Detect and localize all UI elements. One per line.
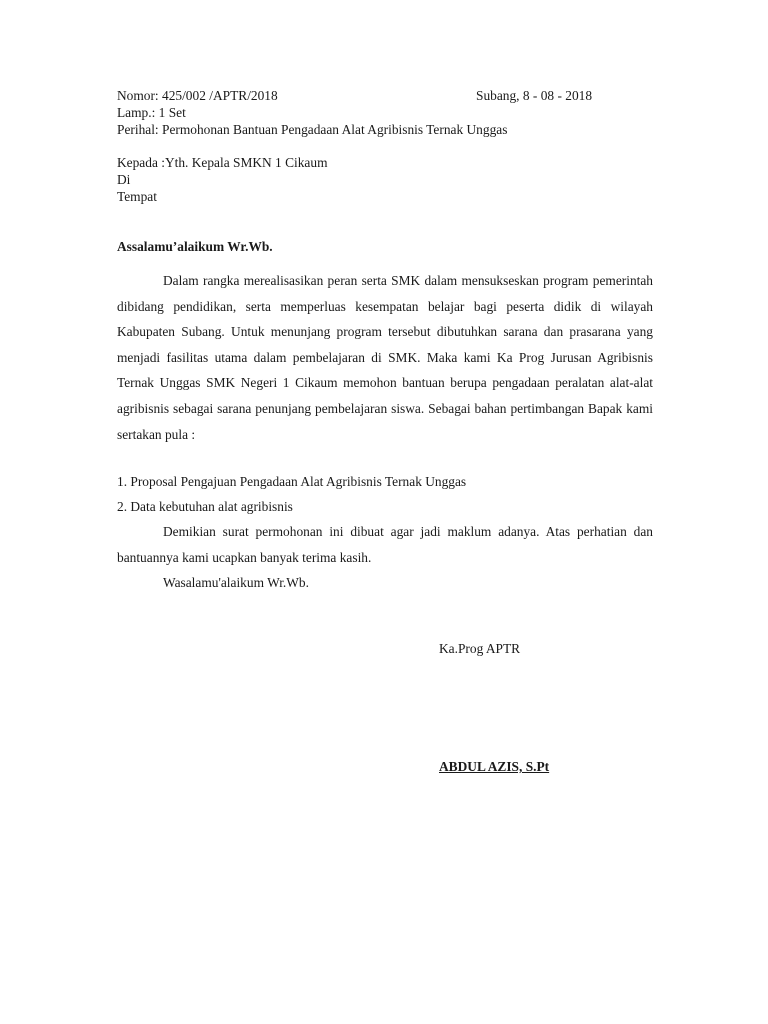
letter-date: Subang, 8 - 08 - 2018	[476, 88, 593, 103]
body-paragraph-1: Dalam rangka merealisasikan peran serta SMK dalam mensukseskan program pemerintah dibidang pendidikan, serta memperluas kesempatan belajar bagi peserta didik di wilayah Kabupaten Subang. Untuk menunjang program tersebut dibutuhkan sarana dan prasarana yang menjadi fasilitas utama dalam pembelajaran di SMK. Maka kami Ka Prog Jurusan Agribisnis Ternak Unggas SMK Negeri 1 Cikaum memohon bantuan berupa pengadaan peralatan alat-alat agribisnis sebagai sarana penunjang pembelajaran siswa. Sebagai bahan pertimbangan Bapak kami sertakan pula :	[117, 273, 653, 442]
closing-greeting: Wasalamu'alaikum Wr.Wb.	[163, 575, 309, 590]
signatory-title: Ka.Prog APTR	[439, 641, 521, 656]
attachment-item-1: 1. Proposal Pengajuan Pengadaan Alat Agribisnis Ternak Unggas	[117, 474, 467, 489]
letter-number: Nomor: 425/002 /APTR/2018	[117, 88, 278, 103]
recipient-place: Tempat	[117, 189, 157, 204]
letter-subject: Perihal: Permohonan Bantuan Pengadaan Alat Agribisnis Ternak Unggas	[117, 122, 508, 137]
recipient-di: Di	[117, 172, 131, 187]
opening-greeting: Assalamu’alaikum Wr.Wb.	[117, 239, 273, 254]
letter-attachment-count: Lamp.: 1 Set	[117, 105, 186, 120]
signatory-name: ABDUL AZIS, S.Pt	[439, 759, 550, 774]
attachment-item-2: 2. Data kebutuhan alat agribisnis	[117, 499, 293, 514]
recipient: Kepada :Yth. Kepala SMKN 1 Cikaum	[117, 155, 328, 170]
body-paragraph-2: Demikian surat permohonan ini dibuat agar jadi maklum adanya. Atas perhatian dan bantuannya kami ucapkan banyak terima kasih.	[117, 524, 653, 565]
